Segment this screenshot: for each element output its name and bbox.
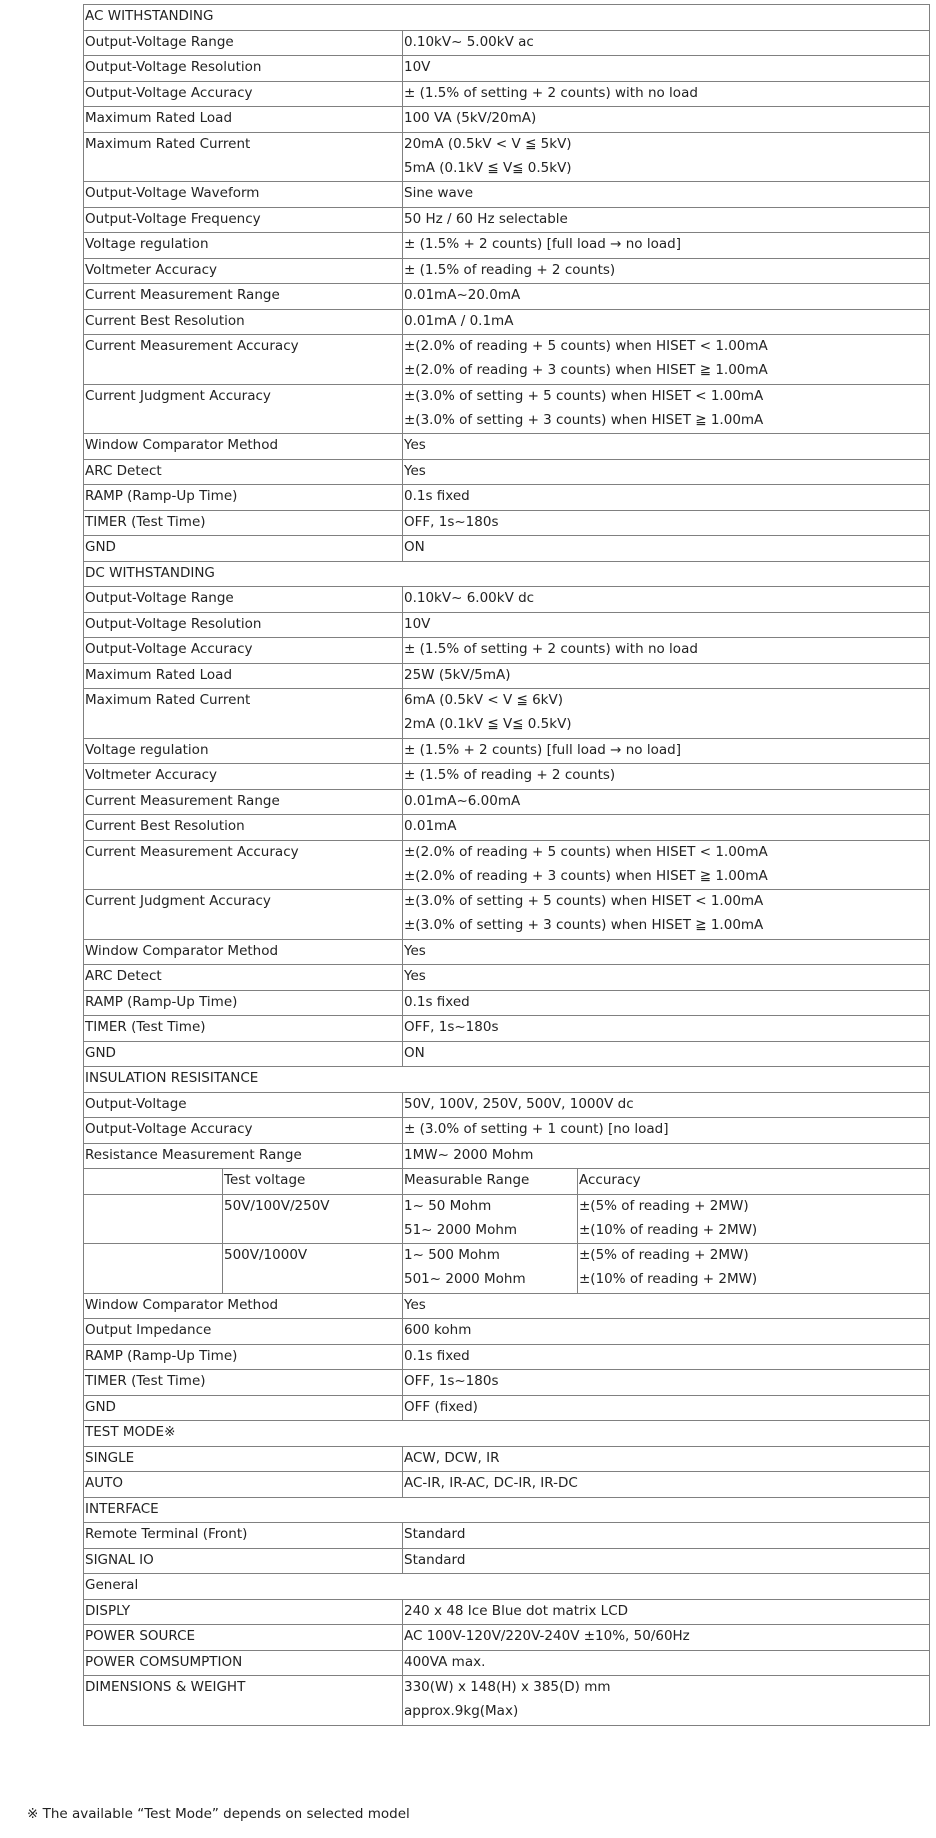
spec-value [403, 485, 930, 511]
spec-row [84, 335, 930, 385]
spec-value [403, 1344, 930, 1370]
spec-label: Current Best Resolution [84, 815, 403, 841]
spec-value [403, 56, 930, 82]
section-title: DC WITHSTANDING [84, 561, 930, 587]
measurable-range-cell-line: 501~ 2000 Mohm [404, 1271, 526, 1287]
spec-value-line: 240 x 48 Ice Blue dot matrix LCD [404, 1602, 629, 1619]
spec-value [403, 1118, 930, 1144]
spec-row [84, 587, 930, 613]
spec-value [403, 233, 930, 259]
spec-label: Output-Voltage Resolution [84, 612, 403, 638]
spec-row [84, 434, 930, 460]
spec-value-line: Sine wave [404, 185, 474, 201]
spec-label: Output-Voltage Range [84, 587, 403, 613]
empty-cell [84, 1244, 223, 1294]
spec-row [84, 965, 930, 991]
measurable-range-cell [403, 1244, 578, 1294]
spec-label: Output-Voltage Frequency [84, 207, 403, 233]
spec-value [403, 1319, 930, 1345]
spec-value [403, 587, 930, 613]
spec-label: Voltage regulation [84, 233, 403, 259]
spec-row [84, 1319, 930, 1345]
spec-value-line: 2mA (0.1kV ≦ V≦ 0.5kV) [404, 716, 572, 732]
accuracy-cell-line: Accuracy [579, 1172, 641, 1188]
spec-value [403, 510, 930, 536]
spec-label: Resistance Measurement Range [84, 1143, 403, 1169]
spec-label: Remote Terminal (Front) [84, 1523, 403, 1549]
spec-value [403, 1143, 930, 1169]
section-header-row [84, 5, 930, 31]
spec-label: RAMP (Ramp-Up Time) [84, 990, 403, 1016]
spec-table [83, 4, 930, 1726]
accuracy-cell-line: ±(5% of reading + 2MW) [579, 1247, 749, 1263]
spec-label: Maximum Rated Load [84, 107, 403, 133]
accuracy-cell [578, 1169, 930, 1195]
spec-value [403, 30, 930, 56]
spec-label: Current Measurement Accuracy [84, 335, 403, 385]
spec-row [84, 815, 930, 841]
spec-row [84, 258, 930, 284]
spec-value-line: 10V [404, 59, 431, 75]
spec-row [84, 689, 930, 739]
spec-value-line: OFF, 1s~180s [404, 1019, 499, 1035]
spec-value [403, 1548, 930, 1574]
spec-value-line: 0.01mA~20.0mA [404, 287, 521, 303]
section-title: AC WITHSTANDING [84, 5, 930, 31]
accuracy-cell [578, 1244, 930, 1294]
spec-value-line: 5mA (0.1kV ≦ V≦ 0.5kV) [404, 159, 572, 176]
spec-value-line: AC 100V-120V/220V-240V ±10%, 50/60Hz [404, 1628, 690, 1644]
test-voltage-cell-line: Test voltage [224, 1172, 306, 1188]
spec-row [84, 990, 930, 1016]
spec-row [84, 309, 930, 335]
spec-label: GND [84, 1041, 403, 1067]
spec-table-body [84, 5, 930, 1726]
spec-label: POWER COMSUMPTION [84, 1650, 403, 1676]
measurable-range-cell-line: Measurable Range [404, 1172, 530, 1188]
spec-value [403, 335, 930, 385]
spec-row [84, 132, 930, 182]
spec-row [84, 663, 930, 689]
spec-row [84, 182, 930, 208]
spec-value-line: ON [404, 539, 425, 555]
spec-value-line: 0.1s fixed [404, 993, 470, 1010]
section-header-row [84, 1067, 930, 1093]
empty-cell [84, 1169, 223, 1195]
section-header-row [84, 1497, 930, 1523]
spec-value [403, 536, 930, 562]
spec-value [403, 840, 930, 890]
spec-label: SIGNAL IO [84, 1548, 403, 1574]
spec-row [84, 284, 930, 310]
spec-value-line: 6mA (0.5kV < V ≦ 6kV) [404, 692, 563, 708]
spec-row [84, 485, 930, 511]
spec-label: Voltage regulation [84, 738, 403, 764]
spec-label: Output-Voltage Accuracy [84, 638, 403, 664]
test-voltage-cell [223, 1244, 403, 1294]
spec-label: DISPLY [84, 1599, 403, 1625]
spec-row [84, 1446, 930, 1472]
spec-value-line: 10V [404, 615, 431, 632]
spec-label: Output-Voltage Range [84, 30, 403, 56]
spec-value-line: ON [404, 1044, 425, 1061]
spec-row [84, 536, 930, 562]
spec-value-line: 1MW~ 2000 Mohm [404, 1146, 534, 1163]
spec-value-line: 0.10kV~ 6.00kV dc [404, 590, 535, 606]
footnote: ※ The available “Test Mode” depends on selected model [27, 1806, 410, 1822]
section-title: TEST MODE※ [84, 1421, 930, 1447]
spec-value-line: 100 VA (5kV/20mA) [404, 110, 537, 126]
spec-value-line: ±(3.0% of setting + 5 counts) when HISET < 1.00mA [404, 387, 764, 404]
spec-value [403, 1446, 930, 1472]
spec-label: Current Measurement Range [84, 789, 403, 815]
spec-row [84, 1523, 930, 1549]
spec-row [84, 1650, 930, 1676]
spec-value-line: 400VA max. [404, 1653, 486, 1670]
spec-value-line: 50V, 100V, 250V, 500V, 1000V dc [404, 1095, 634, 1112]
spec-value-line: ± (1.5% + 2 counts) [full load → no load] [404, 741, 681, 758]
spec-value-line: 20mA (0.5kV < V ≦ 5kV) [404, 135, 572, 152]
spec-value [403, 738, 930, 764]
spec-value-line: ±(2.0% of reading + 5 counts) when HISET < 1.00mA [404, 843, 768, 860]
spec-value [403, 309, 930, 335]
spec-label: Window Comparator Method [84, 1293, 403, 1319]
spec-label: Voltmeter Accuracy [84, 258, 403, 284]
spec-value-line: 600 kohm [404, 1322, 472, 1338]
spec-row [84, 1599, 930, 1625]
spec-value-line: ± (1.5% of reading + 2 counts) [404, 767, 616, 783]
spec-value [403, 434, 930, 460]
spec-label: Current Measurement Accuracy [84, 840, 403, 890]
spec-value-line: ±(3.0% of setting + 5 counts) when HISET < 1.00mA [404, 893, 764, 909]
spec-label: Window Comparator Method [84, 939, 403, 965]
spec-value-line: ±(2.0% of reading + 3 counts) when HISET ≧ 1.00mA [404, 362, 768, 378]
measurable-range-cell-line: 51~ 2000 Mohm [404, 1221, 518, 1238]
spec-label: Output-Voltage [84, 1092, 403, 1118]
spec-row [84, 233, 930, 259]
spec-value [403, 1395, 930, 1421]
spec-value [403, 107, 930, 133]
spec-value-line: 0.1s fixed [404, 488, 470, 504]
spec-label: TIMER (Test Time) [84, 1016, 403, 1042]
spec-row [84, 1293, 930, 1319]
spec-value-line: ± (3.0% of setting + 1 count) [no load] [404, 1121, 669, 1137]
spec-row [84, 1370, 930, 1396]
spec-value [403, 689, 930, 739]
spec-row [84, 459, 930, 485]
spec-value-line: Yes [404, 942, 426, 959]
accuracy-cell-line: ±(10% of reading + 2MW) [579, 1221, 758, 1238]
spec-value [403, 384, 930, 434]
spec-row [84, 764, 930, 790]
spec-value [403, 939, 930, 965]
spec-value-line: 330(W) x 148(H) x 385(D) mm [404, 1679, 611, 1695]
spec-value-line: Standard [404, 1526, 466, 1542]
spec-label: RAMP (Ramp-Up Time) [84, 485, 403, 511]
spec-value [403, 815, 930, 841]
spec-value-line: Yes [404, 437, 426, 453]
spec-value-line: ± (1.5% of reading + 2 counts) [404, 261, 616, 278]
spec-value [403, 182, 930, 208]
spec-row [84, 81, 930, 107]
spec-value [403, 1625, 930, 1651]
spec-value [403, 1472, 930, 1498]
insulation-range-row [84, 1194, 930, 1244]
spec-value-line: 0.10kV~ 5.00kV ac [404, 33, 534, 50]
spec-value-line: Yes [404, 462, 426, 479]
section-header-row [84, 561, 930, 587]
spec-value [403, 1523, 930, 1549]
spec-label: POWER SOURCE [84, 1625, 403, 1651]
section-title: INTERFACE [84, 1497, 930, 1523]
spec-label: Current Best Resolution [84, 309, 403, 335]
spec-label: Maximum Rated Current [84, 689, 403, 739]
test-voltage-cell [223, 1169, 403, 1195]
spec-value-line: ± (1.5% of setting + 2 counts) with no load [404, 84, 698, 101]
spec-label: Output-Voltage Waveform [84, 182, 403, 208]
spec-row [84, 30, 930, 56]
spec-label: Maximum Rated Load [84, 663, 403, 689]
spec-value-line: approx.9kg(Max) [404, 1703, 519, 1719]
accuracy-cell [578, 1194, 930, 1244]
spec-row [84, 107, 930, 133]
spec-value [403, 990, 930, 1016]
spec-row [84, 1548, 930, 1574]
spec-row [84, 56, 930, 82]
measurable-range-cell [403, 1169, 578, 1195]
spec-row [84, 1676, 930, 1726]
insulation-range-row [84, 1244, 930, 1294]
spec-value [403, 890, 930, 940]
spec-row [84, 1118, 930, 1144]
spec-value-line: ± (1.5% + 2 counts) [full load → no load] [404, 236, 681, 252]
spec-label: SINGLE [84, 1446, 403, 1472]
spec-row [84, 510, 930, 536]
spec-value-line: AC-IR, IR-AC, DC-IR, IR-DC [404, 1475, 578, 1491]
section-header-row [84, 1574, 930, 1600]
spec-value-line: 0.01mA [404, 818, 457, 834]
accuracy-cell-line: ±(5% of reading + 2MW) [579, 1197, 749, 1214]
spec-row [84, 1472, 930, 1498]
spec-row [84, 207, 930, 233]
spec-value [403, 764, 930, 790]
spec-value-line: ± (1.5% of setting + 2 counts) with no load [404, 641, 698, 657]
spec-value [403, 207, 930, 233]
spec-label: TIMER (Test Time) [84, 1370, 403, 1396]
spec-value-line: ±(3.0% of setting + 3 counts) when HISET ≧ 1.00mA [404, 917, 764, 933]
spec-value [403, 284, 930, 310]
empty-cell [84, 1194, 223, 1244]
spec-value [403, 789, 930, 815]
spec-value [403, 459, 930, 485]
spec-row [84, 890, 930, 940]
spec-value-line: Standard [404, 1551, 466, 1568]
spec-label: Current Judgment Accuracy [84, 890, 403, 940]
spec-value-line: 25W (5kV/5mA) [404, 666, 511, 683]
spec-label: Current Measurement Range [84, 284, 403, 310]
insulation-range-row [84, 1169, 930, 1195]
test-voltage-cell-line: 50V/100V/250V [224, 1197, 330, 1214]
section-header-row [84, 1421, 930, 1447]
spec-label: Current Judgment Accuracy [84, 384, 403, 434]
spec-label: GND [84, 536, 403, 562]
spec-label: GND [84, 1395, 403, 1421]
spec-value [403, 638, 930, 664]
spec-value [403, 81, 930, 107]
spec-row [84, 840, 930, 890]
spec-value-line: ±(3.0% of setting + 3 counts) when HISET ≧ 1.00mA [404, 411, 764, 428]
spec-label: Output-Voltage Accuracy [84, 81, 403, 107]
spec-row [84, 1092, 930, 1118]
spec-value [403, 1676, 930, 1726]
spec-row [84, 1625, 930, 1651]
spec-value [403, 1092, 930, 1118]
spec-label: Window Comparator Method [84, 434, 403, 460]
section-title: General [84, 1574, 930, 1600]
spec-label: Voltmeter Accuracy [84, 764, 403, 790]
spec-value-line: OFF, 1s~180s [404, 513, 499, 530]
spec-row [84, 1344, 930, 1370]
spec-value-line: OFF (fixed) [404, 1398, 478, 1415]
spec-value [403, 965, 930, 991]
spec-row [84, 638, 930, 664]
accuracy-cell-line: ±(10% of reading + 2MW) [579, 1271, 758, 1287]
section-title: INSULATION RESISITANCE [84, 1067, 930, 1093]
spec-value-line: 0.1s fixed [404, 1347, 470, 1364]
spec-value-line: ±(2.0% of reading + 3 counts) when HISET ≧ 1.00mA [404, 867, 768, 884]
spec-label: AUTO [84, 1472, 403, 1498]
spec-value-line: 0.01mA~6.00mA [404, 792, 521, 809]
spec-label: DIMENSIONS & WEIGHT [84, 1676, 403, 1726]
spec-value [403, 132, 930, 182]
spec-label: RAMP (Ramp-Up Time) [84, 1344, 403, 1370]
spec-value-line: ACW, DCW, IR [404, 1449, 500, 1466]
spec-label: Maximum Rated Current [84, 132, 403, 182]
spec-value [403, 1041, 930, 1067]
spec-value [403, 612, 930, 638]
spec-row [84, 789, 930, 815]
spec-value [403, 1370, 930, 1396]
spec-value-line: Yes [404, 968, 426, 984]
test-voltage-cell-line: 500V/1000V [224, 1247, 308, 1263]
spec-row [84, 738, 930, 764]
spec-label: Output-Voltage Accuracy [84, 1118, 403, 1144]
spec-value [403, 258, 930, 284]
spec-label: ARC Detect [84, 459, 403, 485]
spec-value [403, 1599, 930, 1625]
measurable-range-cell [403, 1194, 578, 1244]
spec-value-line: ±(2.0% of reading + 5 counts) when HISET < 1.00mA [404, 338, 768, 354]
spec-value-line: 0.01mA / 0.1mA [404, 312, 514, 329]
spec-value-line: 50 Hz / 60 Hz selectable [404, 210, 568, 227]
spec-row [84, 1041, 930, 1067]
spec-value-line: Yes [404, 1296, 426, 1313]
measurable-range-cell-line: 1~ 50 Mohm [404, 1197, 492, 1214]
spec-value [403, 1293, 930, 1319]
test-voltage-cell [223, 1194, 403, 1244]
spec-row [84, 1016, 930, 1042]
measurable-range-cell-line: 1~ 500 Mohm [404, 1247, 500, 1263]
spec-value-line: OFF, 1s~180s [404, 1373, 499, 1389]
spec-label: TIMER (Test Time) [84, 510, 403, 536]
spec-label: Output Impedance [84, 1319, 403, 1345]
spec-label: ARC Detect [84, 965, 403, 991]
spec-value [403, 1650, 930, 1676]
spec-row [84, 384, 930, 434]
spec-value [403, 663, 930, 689]
spec-row [84, 1395, 930, 1421]
spec-label: Output-Voltage Resolution [84, 56, 403, 82]
spec-row [84, 939, 930, 965]
spec-row [84, 1143, 930, 1169]
spec-row [84, 612, 930, 638]
spec-value [403, 1016, 930, 1042]
